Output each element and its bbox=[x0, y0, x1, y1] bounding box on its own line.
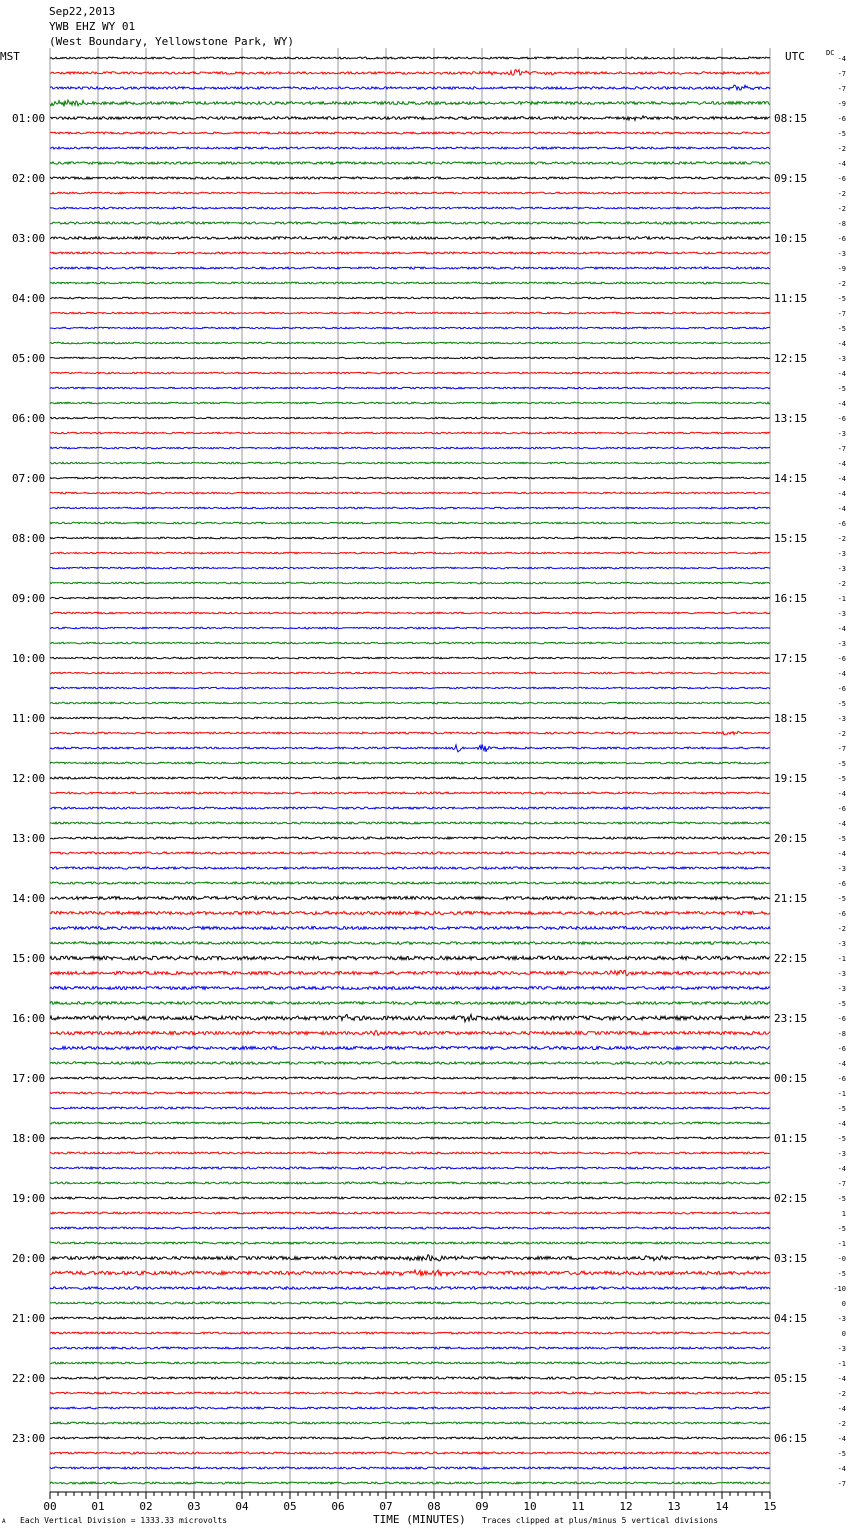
dc-offset-label: -4 bbox=[837, 475, 846, 483]
plot-date: Sep22,2013 bbox=[49, 5, 116, 18]
seismic-trace bbox=[50, 852, 770, 854]
right-hour-label: 12:15 bbox=[774, 352, 808, 365]
x-tick-label: 00 bbox=[43, 1500, 57, 1513]
seismic-trace bbox=[50, 942, 770, 945]
seismic-trace bbox=[50, 70, 770, 76]
x-tick-label: 10 bbox=[523, 1500, 537, 1513]
seismic-trace bbox=[50, 282, 770, 284]
seismic-trace bbox=[50, 987, 770, 990]
seismic-trace bbox=[50, 537, 770, 539]
dc-offset-label: -5 bbox=[837, 1105, 846, 1113]
dc-offset-label: -6 bbox=[837, 520, 846, 528]
right-hour-label: 22:15 bbox=[774, 952, 808, 965]
dc-offset-label: -6 bbox=[837, 880, 846, 888]
dc-offset-label: -6 bbox=[837, 1015, 846, 1023]
dc-offset-label: -4 bbox=[837, 850, 846, 858]
right-hour-label: 11:15 bbox=[774, 292, 808, 305]
dc-offset-label: -6 bbox=[837, 235, 846, 243]
dc-offset-label: -5 bbox=[837, 385, 846, 393]
right-hour-label: 09:15 bbox=[774, 172, 808, 185]
seismic-trace bbox=[50, 1452, 770, 1454]
dc-offset-label: -4 bbox=[837, 1060, 846, 1068]
dc-offset-label: -2 bbox=[837, 280, 846, 288]
seismic-trace bbox=[50, 162, 770, 164]
time-axis bbox=[43, 1492, 776, 1513]
seismic-trace bbox=[50, 762, 770, 764]
seismic-trace bbox=[50, 432, 770, 434]
seismic-trace bbox=[50, 1362, 770, 1364]
dc-offset-label: -2 bbox=[837, 535, 846, 543]
seismic-trace bbox=[50, 192, 770, 194]
seismic-trace bbox=[50, 1030, 770, 1035]
seismic-trace bbox=[50, 1002, 770, 1005]
right-hour-label: 01:15 bbox=[774, 1132, 808, 1145]
left-hour-label: 13:00 bbox=[12, 832, 46, 845]
x-tick-label: 12 bbox=[619, 1500, 633, 1513]
dc-offset-label: -6 bbox=[837, 655, 846, 663]
left-hour-label: 15:00 bbox=[12, 952, 46, 965]
right-hour-label: 16:15 bbox=[774, 592, 808, 605]
seismic-trace bbox=[50, 1152, 770, 1154]
seismic-trace bbox=[50, 1332, 770, 1334]
seismic-trace bbox=[50, 342, 770, 344]
seismic-trace bbox=[50, 417, 770, 419]
left-hour-label: 05:00 bbox=[12, 352, 46, 365]
dc-offset-label: -3 bbox=[837, 970, 846, 978]
dc-offset-label: -3 bbox=[837, 640, 846, 648]
right-hour-label: 05:15 bbox=[774, 1372, 808, 1385]
dc-offset-label: -7 bbox=[837, 745, 846, 753]
seismic-trace bbox=[50, 1122, 770, 1124]
seismic-trace bbox=[50, 1062, 770, 1065]
seismic-trace bbox=[50, 1437, 770, 1439]
seismic-trace bbox=[50, 312, 770, 314]
seismic-trace bbox=[50, 447, 770, 449]
seismic-trace bbox=[50, 1092, 770, 1094]
dc-offset-label: -2 bbox=[837, 145, 846, 153]
seismic-trace bbox=[50, 627, 770, 629]
dc-offset-label: 1 bbox=[841, 1210, 846, 1218]
seismic-trace bbox=[50, 477, 770, 479]
seismic-trace bbox=[50, 867, 770, 869]
x-tick-label: 04 bbox=[235, 1500, 249, 1513]
right-hour-label: 17:15 bbox=[774, 652, 808, 665]
left-hour-label: 11:00 bbox=[12, 712, 46, 725]
dc-offset-label: -7 bbox=[837, 1180, 846, 1188]
seismic-trace bbox=[50, 116, 770, 121]
dc-offset-label: -4 bbox=[837, 670, 846, 678]
dc-offset-label: -6 bbox=[837, 685, 846, 693]
trace-group bbox=[50, 57, 770, 1484]
seismic-trace bbox=[50, 642, 770, 644]
dc-offset-label: -2 bbox=[837, 190, 846, 198]
dc-offset-label: -5 bbox=[837, 130, 846, 138]
seismic-trace bbox=[50, 807, 770, 809]
dc-offset-label: -5 bbox=[837, 1225, 846, 1233]
dc-offset-label: -5 bbox=[837, 295, 846, 303]
seismic-trace bbox=[50, 552, 770, 554]
dc-offset-label: -2 bbox=[837, 730, 846, 738]
dc-offset-label: -3 bbox=[837, 1315, 846, 1323]
x-tick-label: 07 bbox=[379, 1500, 393, 1513]
left-hour-label: 23:00 bbox=[12, 1432, 46, 1445]
dc-offset-label: -7 bbox=[837, 445, 846, 453]
seismic-trace bbox=[50, 1482, 770, 1484]
left-hour-label: 16:00 bbox=[12, 1012, 46, 1025]
dc-offset-label: -2 bbox=[837, 580, 846, 588]
left-hour-label: 19:00 bbox=[12, 1192, 46, 1205]
dc-offset-label: -4 bbox=[837, 370, 846, 378]
right-hour-label: 06:15 bbox=[774, 1432, 808, 1445]
right-hour-label: 03:15 bbox=[774, 1252, 808, 1265]
x-tick-label: 03 bbox=[187, 1500, 201, 1513]
seismic-trace bbox=[50, 567, 770, 569]
left-hour-label: 07:00 bbox=[12, 472, 46, 485]
station-id: YWB EHZ WY 01 bbox=[49, 20, 136, 33]
seismic-trace bbox=[50, 252, 770, 254]
dc-offset-label: -3 bbox=[837, 940, 846, 948]
dc-offset-label: -2 bbox=[837, 205, 846, 213]
seismic-trace bbox=[50, 1377, 770, 1379]
seismic-trace bbox=[50, 1167, 770, 1169]
left-hour-label: 22:00 bbox=[12, 1372, 46, 1385]
dc-offset-label: -5 bbox=[837, 835, 846, 843]
dc-offset-label: -3 bbox=[837, 355, 846, 363]
right-hour-label: 10:15 bbox=[774, 232, 808, 245]
dc-offset-label: -1 bbox=[837, 1360, 846, 1368]
x-tick-label: 05 bbox=[283, 1500, 297, 1513]
dc-offset-label: -4 bbox=[837, 1375, 846, 1383]
left-hour-label: 17:00 bbox=[12, 1072, 46, 1085]
seismic-trace bbox=[50, 1242, 770, 1244]
x-tick-label: 08 bbox=[427, 1500, 441, 1513]
dc-offset-label: -5 bbox=[837, 1450, 846, 1458]
dc-offset-label: -3 bbox=[837, 865, 846, 873]
seismic-trace bbox=[50, 267, 770, 269]
seismic-trace bbox=[50, 744, 770, 752]
seismic-trace bbox=[50, 911, 770, 914]
seismic-trace bbox=[50, 837, 770, 839]
seismic-trace bbox=[50, 1197, 770, 1199]
left-timezone: MST bbox=[0, 50, 20, 63]
seismic-trace bbox=[50, 492, 770, 494]
seismic-trace bbox=[50, 582, 770, 584]
left-hour-label: 14:00 bbox=[12, 892, 46, 905]
left-hour-label: 04:00 bbox=[12, 292, 46, 305]
seismic-trace bbox=[50, 1255, 770, 1261]
left-hour-label: 20:00 bbox=[12, 1252, 46, 1265]
seismic-trace bbox=[50, 1227, 770, 1229]
dc-offset-label: -4 bbox=[837, 790, 846, 798]
right-hour-label: 13:15 bbox=[774, 412, 808, 425]
left-hour-label: 09:00 bbox=[12, 592, 46, 605]
dc-offset-label: -7 bbox=[837, 310, 846, 318]
dc-offset-label: -4 bbox=[837, 1465, 846, 1473]
dc-offset-label: -10 bbox=[833, 1285, 846, 1293]
seismic-trace bbox=[50, 687, 770, 689]
dc-offset-label: -3 bbox=[837, 1150, 846, 1158]
seismic-trace bbox=[50, 927, 770, 930]
left-hour-label: 02:00 bbox=[12, 172, 46, 185]
dc-offset-label: -6 bbox=[837, 115, 846, 123]
seismic-trace bbox=[50, 177, 770, 179]
seismic-trace bbox=[50, 1077, 770, 1079]
dc-offset-label: -6 bbox=[837, 910, 846, 918]
dc-offset-label: -5 bbox=[837, 325, 846, 333]
dc-offset-label: -5 bbox=[837, 700, 846, 708]
dc-offset-label: 0 bbox=[841, 1330, 846, 1338]
dc-offset-label: -5 bbox=[837, 1135, 846, 1143]
x-tick-label: 06 bbox=[331, 1500, 345, 1513]
right-hour-label: 18:15 bbox=[774, 712, 808, 725]
scale-marker: A bbox=[2, 1518, 6, 1525]
seismic-trace bbox=[50, 792, 770, 794]
seismic-trace bbox=[50, 1212, 770, 1214]
minute-grid bbox=[50, 48, 770, 1492]
seismic-trace bbox=[50, 1347, 770, 1349]
dc-offset-label: -3 bbox=[837, 250, 846, 258]
dc-offset-label: -4 bbox=[837, 505, 846, 513]
dc-offset-label: -2 bbox=[837, 925, 846, 933]
dc-offset-label: -0 bbox=[837, 1255, 846, 1263]
left-hour-label: 03:00 bbox=[12, 232, 46, 245]
dc-offset-label: -1 bbox=[837, 955, 846, 963]
dc-offset-label: -5 bbox=[837, 895, 846, 903]
dc-offset-label: -3 bbox=[837, 715, 846, 723]
dc-offset-label: -8 bbox=[837, 1030, 846, 1038]
seismic-trace bbox=[50, 777, 770, 779]
seismic-trace bbox=[50, 1182, 770, 1184]
right-hour-label: 21:15 bbox=[774, 892, 808, 905]
seismic-trace bbox=[50, 1317, 770, 1319]
left-hour-label: 12:00 bbox=[12, 772, 46, 785]
dc-offset-label: -4 bbox=[837, 400, 846, 408]
seismic-trace bbox=[50, 1407, 770, 1409]
seismic-trace bbox=[50, 1467, 770, 1469]
dc-offset-label: -5 bbox=[837, 1000, 846, 1008]
dc-offset-label: -4 bbox=[837, 1405, 846, 1413]
dc-offset-label: -4 bbox=[837, 625, 846, 633]
dc-offset-label: -4 bbox=[837, 1435, 846, 1443]
x-tick-label: 01 bbox=[91, 1500, 105, 1513]
dc-offset-label: -2 bbox=[837, 1420, 846, 1428]
seismic-trace bbox=[50, 462, 770, 464]
seismic-trace bbox=[50, 237, 770, 240]
seismic-trace bbox=[50, 822, 770, 824]
x-tick-label: 15 bbox=[763, 1500, 777, 1513]
dc-offset-label: -4 bbox=[837, 460, 846, 468]
dc-offset-label: -9 bbox=[837, 265, 846, 273]
dc-offset-label: -4 bbox=[837, 340, 846, 348]
seismic-trace bbox=[50, 147, 770, 149]
seismic-trace bbox=[50, 357, 770, 359]
dc-offset-label: -3 bbox=[837, 550, 846, 558]
station-location: (West Boundary, Yellowstone Park, WY) bbox=[49, 35, 295, 48]
seismic-trace bbox=[50, 896, 770, 899]
seismic-trace bbox=[50, 717, 770, 719]
dc-offset-label: -7 bbox=[837, 1480, 846, 1488]
seismic-trace bbox=[50, 402, 770, 404]
seismic-trace bbox=[50, 1107, 770, 1109]
seismic-trace bbox=[50, 507, 770, 509]
dc-offset-label: -7 bbox=[837, 70, 846, 78]
seismic-trace bbox=[50, 327, 770, 329]
left-hour-label: 06:00 bbox=[12, 412, 46, 425]
right-hour-label: 15:15 bbox=[774, 532, 808, 545]
dc-offset-label: -6 bbox=[837, 415, 846, 423]
seismic-trace bbox=[50, 1137, 770, 1139]
left-hour-label: 18:00 bbox=[12, 1132, 46, 1145]
dc-offset-label: -2 bbox=[837, 1390, 846, 1398]
dc-offset-label: -4 bbox=[837, 820, 846, 828]
right-timezone: UTC bbox=[785, 50, 805, 63]
seismic-trace bbox=[50, 207, 770, 209]
seismic-trace bbox=[50, 597, 770, 599]
right-hour-label: 04:15 bbox=[774, 1312, 808, 1325]
right-hour-label: 19:15 bbox=[774, 772, 808, 785]
dc-offset-label: -9 bbox=[837, 100, 846, 108]
right-hour-label: 02:15 bbox=[774, 1192, 808, 1205]
right-hour-label: 23:15 bbox=[774, 1012, 808, 1025]
dc-offset-label: -3 bbox=[837, 430, 846, 438]
vertical-scale-note: Each Vertical Division = 1333.33 microvolts bbox=[20, 1516, 228, 1525]
dc-offset-label: -3 bbox=[837, 1345, 846, 1353]
seismic-trace bbox=[50, 372, 770, 374]
dc-offset-label: -3 bbox=[837, 610, 846, 618]
seismic-trace bbox=[50, 672, 770, 674]
seismic-trace bbox=[50, 612, 770, 614]
seismic-trace bbox=[50, 132, 770, 134]
seismic-trace bbox=[50, 1302, 770, 1304]
dc-offset-label: -6 bbox=[837, 805, 846, 813]
seismic-trace bbox=[50, 387, 770, 389]
seismic-trace bbox=[50, 1287, 770, 1290]
clip-note: Traces clipped at plus/minus 5 vertical divisions bbox=[482, 1516, 719, 1525]
x-tick-label: 11 bbox=[571, 1500, 585, 1513]
right-hour-label: 14:15 bbox=[774, 472, 808, 485]
x-tick-label: 09 bbox=[475, 1500, 489, 1513]
seismic-trace bbox=[50, 956, 770, 960]
dc-offset-label: -4 bbox=[837, 1120, 846, 1128]
x-tick-label: 14 bbox=[715, 1500, 729, 1513]
seismic-trace bbox=[50, 1270, 770, 1276]
dc-header: DC bbox=[826, 49, 835, 57]
dc-offset-label: -3 bbox=[837, 985, 846, 993]
dc-offset-label: -1 bbox=[837, 1090, 846, 1098]
seismic-trace bbox=[50, 100, 770, 107]
seismic-trace bbox=[50, 702, 770, 704]
left-hour-label: 21:00 bbox=[12, 1312, 46, 1325]
seismic-trace bbox=[50, 57, 770, 59]
seismic-trace bbox=[50, 1422, 770, 1424]
right-hour-label: 20:15 bbox=[774, 832, 808, 845]
left-hour-label: 08:00 bbox=[12, 532, 46, 545]
seismic-trace bbox=[50, 85, 770, 90]
dc-offset-label: -6 bbox=[837, 175, 846, 183]
dc-offset-label: -1 bbox=[837, 1240, 846, 1248]
dc-offset-label: -7 bbox=[837, 85, 846, 93]
right-hour-label: 08:15 bbox=[774, 112, 808, 125]
seismic-trace bbox=[50, 971, 770, 976]
left-hour-label: 01:00 bbox=[12, 112, 46, 125]
dc-offset-label: -8 bbox=[837, 220, 846, 228]
x-tick-label: 13 bbox=[667, 1500, 681, 1513]
dc-offset-label: -4 bbox=[837, 160, 846, 168]
dc-offset-label: -4 bbox=[837, 55, 846, 63]
dc-offset-label: -4 bbox=[837, 1165, 846, 1173]
dc-offset-label: -5 bbox=[837, 1195, 846, 1203]
dc-offset-label: -4 bbox=[837, 490, 846, 498]
seismic-trace bbox=[50, 297, 770, 299]
seismic-trace bbox=[50, 1392, 770, 1394]
seismic-trace bbox=[50, 1046, 770, 1049]
dc-offset-label: -3 bbox=[837, 565, 846, 573]
seismic-trace bbox=[50, 657, 770, 659]
dc-offset-label: -6 bbox=[837, 1045, 846, 1053]
dc-offset-label: -6 bbox=[837, 1075, 846, 1083]
seismic-trace bbox=[50, 882, 770, 884]
x-tick-label: 02 bbox=[139, 1500, 153, 1513]
seismic-trace bbox=[50, 522, 770, 524]
x-axis-title: TIME (MINUTES) bbox=[373, 1513, 466, 1526]
dc-offset-label: -5 bbox=[837, 1270, 846, 1278]
dc-offset-label: 0 bbox=[841, 1300, 846, 1308]
left-hour-label: 10:00 bbox=[12, 652, 46, 665]
right-hour-label: 00:15 bbox=[774, 1072, 808, 1085]
dc-offset-label: -1 bbox=[837, 595, 846, 603]
seismic-trace bbox=[50, 222, 770, 224]
seismic-trace bbox=[50, 731, 770, 735]
dc-offset-label: -5 bbox=[837, 775, 846, 783]
dc-offset-label: -5 bbox=[837, 760, 846, 768]
seismic-trace bbox=[50, 1014, 770, 1021]
